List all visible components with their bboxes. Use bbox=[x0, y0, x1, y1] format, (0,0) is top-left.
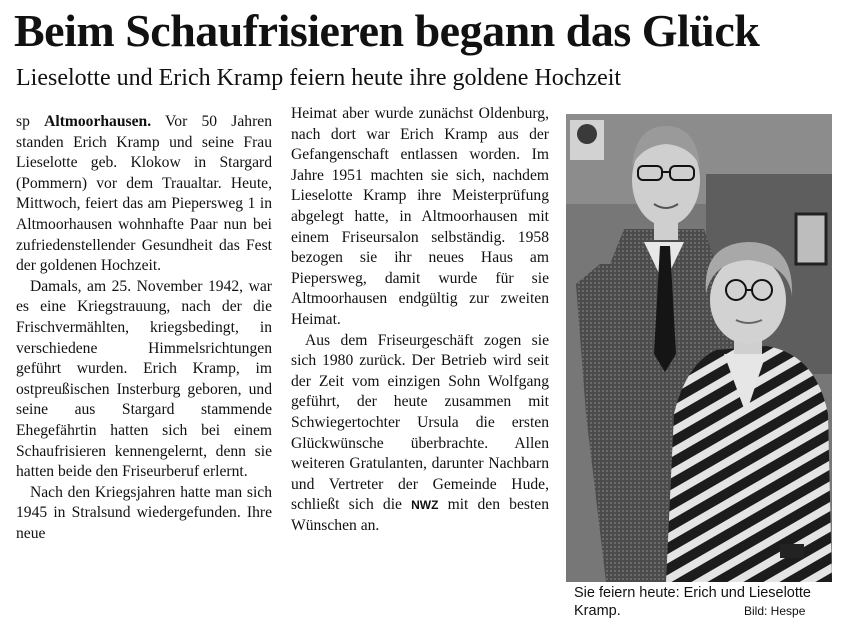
paragraph-4: Heimat aber wurde zunächst Oldenburg, nach dort war Erich Kramp aus der Gefangenschaft entlassen worden. Im Jahre 1951 machten sie sich, nachdem Lieselotte Kramp ihre Meisterprüfung abgelegt hatte, in Altmoorhausen mit einem Friseursalon selbständig. 1958 bezogen sie ihr neues Haus am Piepersweg, damit wurde für sie Altmoorhausen endgültig zur zweiten Heimat. bbox=[291, 105, 549, 328]
dateline-author: sp bbox=[16, 113, 30, 130]
paragraph-1 bbox=[16, 112, 272, 277]
nwz-logo: NWZ bbox=[411, 498, 439, 513]
dateline-place: Altmoorhausen. bbox=[44, 113, 152, 130]
couple-photo-illustration bbox=[566, 114, 832, 582]
photo-credit: Bild: Hespe bbox=[744, 604, 806, 618]
photo-caption: Sie feiern heute: Erich und Lieselotte Kramp. bbox=[574, 585, 811, 619]
paragraph-3: Nach den Kriegsjahren hatte man sich 1945 in Stralsund wiedergefunden. Ihre neue bbox=[16, 483, 272, 542]
article-column-2 bbox=[291, 104, 549, 536]
headline: Beim Schaufrisieren begann das Glück bbox=[14, 5, 760, 56]
paragraph-2: Damals, am 25. November 1942, war es eine Kriegstrauung, nach der die Frischvermählten, kriegsbedingt, in verschiedene Himmelsrichtungen geführt wurden. Erich Kramp, im ostpreußischen Insterburg geboren, und seine aus Stargard stammende Ehegefährtin hatten sich bei einem Schaufrisieren kennengelernt, denn sie hatten beide den Friseurberuf erlernt. bbox=[16, 277, 272, 481]
article-column-1 bbox=[16, 112, 272, 544]
paragraph-1-text: Vor 50 Jahren standen Erich Kramp und seine Frau Lieselotte geb. Klokow in Stargard (Pommern) vor dem Traualtar. Heute, Mittwoch, feiert das am Piepersweg 1 in Altmoorhausen wohnhafte Paar nun bei zufriedenstellender Gesundheit das Fest der goldenen Hochzeit. bbox=[16, 113, 272, 275]
paragraph-5-end: mit den besten Wünschen an. bbox=[291, 496, 549, 534]
paragraph-5-text: Aus dem Friseurgeschäft zogen sie sich 1980 zurück. Der Betrieb wird seit der Zeit vom einzigen Sohn Wolfgang geführt, der heute zusammen mit Schwiegertochter Ursula die ersten Glückwünsche überbrachte. Allen weiteren Gratulanten, darunter Nachbarn und Vertreter der Gemeinde Hude, schließt sich die bbox=[291, 331, 549, 514]
couple-photo bbox=[566, 114, 832, 582]
subheadline: Lieselotte und Erich Kramp feiern heute ihre goldene Hochzeit bbox=[16, 65, 622, 91]
paragraph-5 bbox=[291, 331, 549, 537]
